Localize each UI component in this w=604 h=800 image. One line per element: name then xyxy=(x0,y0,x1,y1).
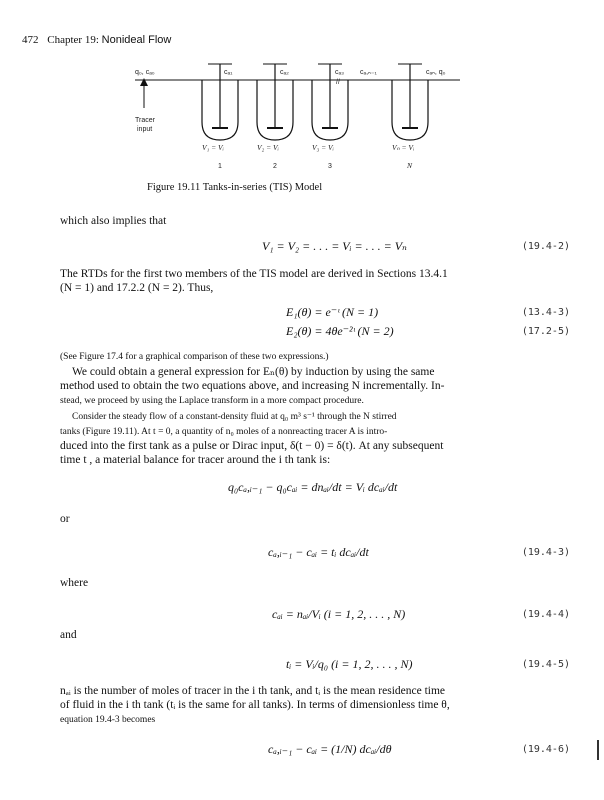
equation-13-4-3: E₁(θ) = e⁻ᶥ (N = 1) xyxy=(286,305,379,319)
chapter-title: Nonideal Flow xyxy=(101,34,172,46)
stream-label-n: cₐₙ, q₀ xyxy=(426,69,446,76)
running-header xyxy=(22,34,171,46)
volume-label-3: V₃ = Vᵢ xyxy=(312,143,334,152)
stream-label-1: cₐ₁ xyxy=(224,69,233,76)
tanks-in-series-figure xyxy=(130,60,470,175)
tracer-arrowhead xyxy=(140,78,148,86)
paragraph-moles-line-2: of fluid in the i th tank (tᵢ is the same for all tanks). In terms of dimensionless time θ, xyxy=(60,699,450,711)
paragraph-consider-line-3: duced into the first tank as a pulse or Dirac input, δ(t − 0) = δ(t). At any subsequent xyxy=(60,440,444,452)
equation-17-2-5: E₂(θ) = 4θe⁻²ᶥ (N = 2) xyxy=(286,324,394,338)
equation-19-4-5: tᵢ = Vᵢ/q₀ (i = 1, 2, . . . , N) xyxy=(286,657,413,671)
stream-label-3: cₐ₃ xyxy=(335,69,344,76)
equation-number-17-2-5: (17.2-5) xyxy=(521,326,570,337)
paragraph-moles-line-3: equation 19.4-3 becomes xyxy=(60,715,156,725)
tank-n xyxy=(392,64,428,140)
inlet-label: q₀, cₐ₀ xyxy=(135,69,155,76)
stream-label-2: cₐ₂ xyxy=(280,69,289,76)
tracer-label: Tracer xyxy=(135,117,155,124)
equation-number-19-4-2: (19.4-2) xyxy=(521,241,570,252)
equation-19-4-4: cₐᵢ = nₐᵢ/Vᵢ (i = 1, 2, . . . , N) xyxy=(272,607,406,621)
paragraph-moles-line-1: nₐᵢ is the number of moles of tracer in the i th tank, and tᵢ is the mean residence time xyxy=(60,685,446,697)
page-number: 472 xyxy=(22,34,39,46)
equation-19-4-2: V₁ = V₂ = . . . = Vᵢ = . . . = Vₙ xyxy=(262,239,407,253)
equation-number-13-4-3: (13.4-3) xyxy=(521,307,570,318)
tank-number-2: 2 xyxy=(273,163,277,170)
figure-caption: Figure 19.11 Tanks-in-series (TIS) Model xyxy=(147,182,323,193)
paragraph-consider-line-2: tanks (Figure 19.11). At t = 0, a quantity of n₀ moles of a nonreacting tracer A is intro- xyxy=(60,427,388,437)
word-and: and xyxy=(60,629,77,641)
chapter-label: Chapter 19: xyxy=(47,34,99,46)
equation-19-4-6: cₐ,ᵢ₋₁ − cₐᵢ = (1/N) dcₐᵢ/dθ xyxy=(268,742,392,756)
equation-material-balance: q₀cₐ,ᵢ₋₁ − q₀cₐᵢ = dnₐᵢ/dt = Vᵢ dcₐᵢ/dt xyxy=(228,480,398,494)
paragraph-induction-line-2: method used to obtain the two equations above, and increasing N incrementally. In- xyxy=(60,380,445,392)
paragraph-see-figure: (See Figure 17.4 for a graphical comparison of these two expressions.) xyxy=(60,352,329,362)
paragraph-rtds-line-2: (N = 1) and 17.2.2 (N = 2). Thus, xyxy=(60,282,214,294)
margin-mark xyxy=(597,740,602,760)
paragraph-consider-line-4: time t , a material balance for tracer around the i th tank is: xyxy=(60,454,331,466)
word-or: or xyxy=(60,513,70,525)
equation-number-19-4-6: (19.4-6) xyxy=(521,744,570,755)
stream-label-n-1: cₐ,ₙ₋₁ xyxy=(360,69,377,76)
volume-label-1: V₁ = Vᵢ xyxy=(202,143,224,152)
paragraph-consider-line-1: Consider the steady flow of a constant-density fluid at q₀ m³ s⁻¹ through the N stirred xyxy=(72,412,397,422)
equation-number-19-4-4: (19.4-4) xyxy=(521,609,570,620)
paragraph-rtds-line-1: The RTDs for the first two members of the TIS model are derived in Sections 13.4.1 xyxy=(60,268,448,280)
paragraph-induction-line-1: We could obtain a general expression for Eₙ(θ) by induction by using the same xyxy=(72,366,435,378)
tank-number-3: 3 xyxy=(328,163,332,170)
word-where: where xyxy=(60,577,89,589)
equation-19-4-3: cₐ,ᵢ₋₁ − cₐᵢ = tᵢ dcₐᵢ/dt xyxy=(268,545,369,559)
paragraph-implies: which also implies that xyxy=(60,215,167,227)
equation-number-19-4-3: (19.4-3) xyxy=(521,547,570,558)
tank-number-n: N xyxy=(407,161,413,170)
equation-number-19-4-5: (19.4-5) xyxy=(521,659,570,670)
paragraph-induction-line-3: stead, we proceed by using the Laplace transform in a more compact procedure. xyxy=(60,396,364,406)
volume-label-2: V₂ = Vᵢ xyxy=(257,143,279,152)
break-mark: // xyxy=(336,79,340,86)
tank-number-1: 1 xyxy=(218,163,222,170)
tank-1 xyxy=(202,64,238,140)
volume-label-n: Vₙ = Vᵢ xyxy=(392,143,415,152)
tracer-label-input: input xyxy=(137,126,153,133)
